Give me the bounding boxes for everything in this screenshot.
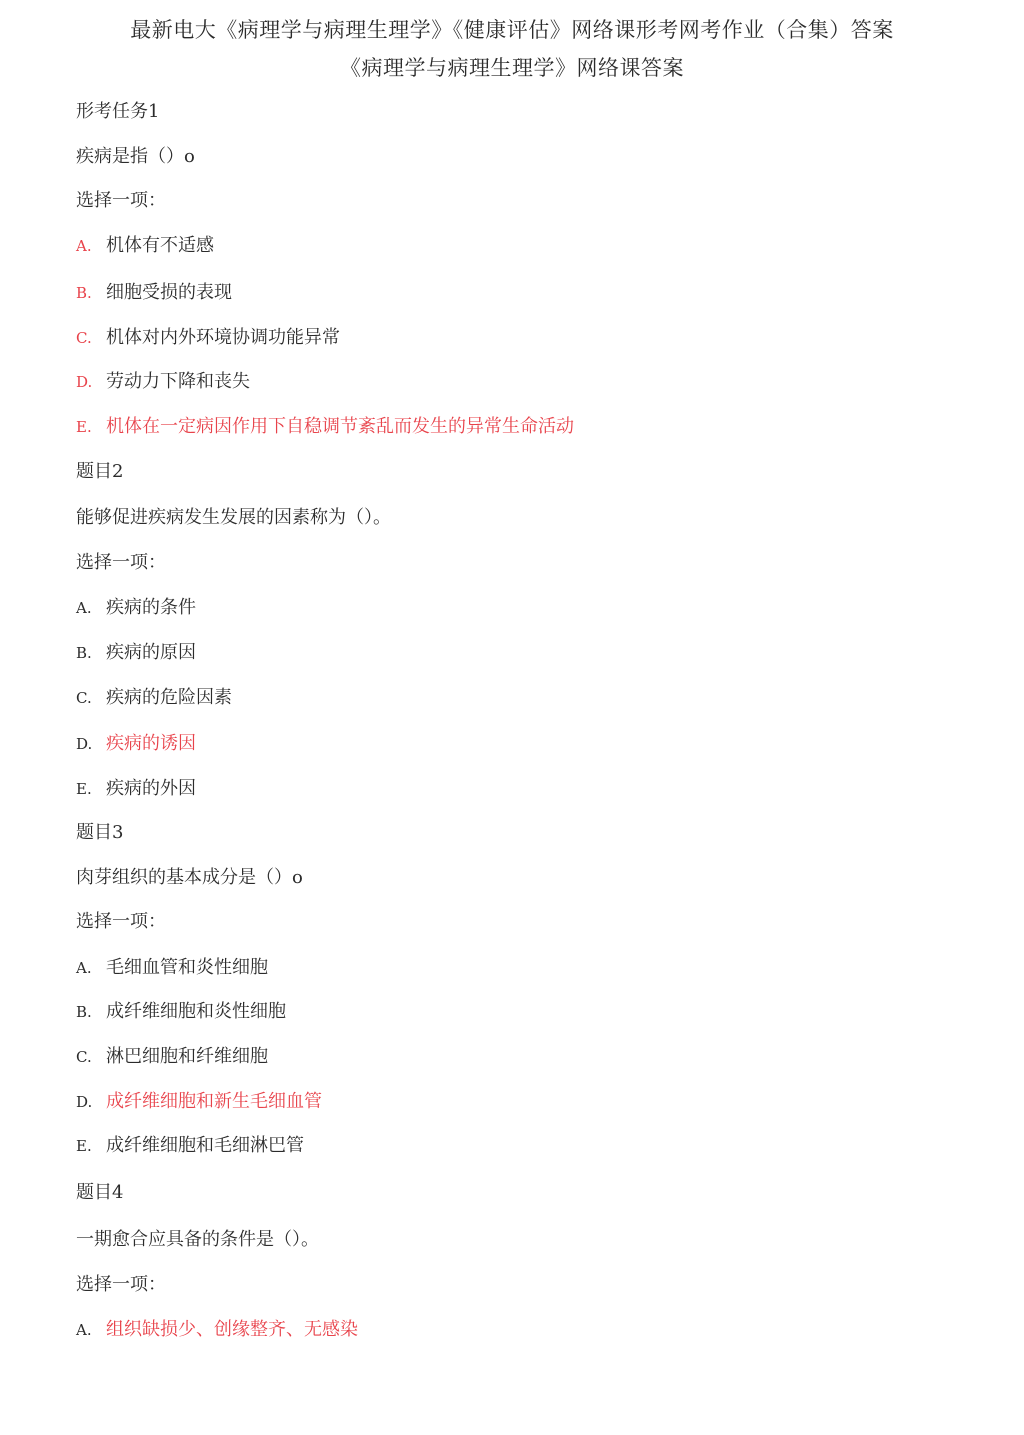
option-letter: A. bbox=[76, 237, 92, 255]
option-text: 疾病的原因 bbox=[106, 642, 196, 663]
option-letter: E. bbox=[76, 418, 92, 436]
option-letter: D. bbox=[76, 735, 93, 753]
option-c bbox=[76, 326, 340, 350]
option-letter: B. bbox=[76, 1003, 92, 1021]
option-text: 疾病的诱因 bbox=[106, 733, 196, 754]
option-letter: B. bbox=[76, 284, 92, 302]
option-letter: D. bbox=[76, 1093, 93, 1111]
option-a bbox=[76, 234, 214, 258]
option-text: 机体有不适感 bbox=[106, 235, 214, 256]
option-d-answer bbox=[76, 1090, 322, 1114]
option-letter: B. bbox=[76, 644, 92, 662]
option-a bbox=[76, 956, 268, 980]
question-prompt: 选择一项： bbox=[76, 911, 166, 932]
option-letter: A. bbox=[76, 959, 92, 977]
question-prompt: 选择一项： bbox=[76, 1274, 166, 1295]
option-a-answer bbox=[76, 1318, 358, 1342]
option-text: 机体对内外环境协调功能异常 bbox=[106, 327, 340, 348]
option-c bbox=[76, 1045, 268, 1069]
option-letter: E. bbox=[76, 780, 92, 798]
question-stem: 疾病是指（）o bbox=[76, 146, 195, 167]
section-heading: 形考任务1 bbox=[76, 101, 160, 122]
option-b bbox=[76, 641, 196, 665]
option-text: 成纤维细胞和炎性细胞 bbox=[106, 1001, 286, 1022]
question-prompt: 选择一项： bbox=[76, 190, 166, 211]
option-text: 毛细血管和炎性细胞 bbox=[106, 957, 268, 978]
option-letter: A. bbox=[76, 599, 92, 617]
option-letter: E. bbox=[76, 1137, 92, 1155]
option-e bbox=[76, 777, 196, 801]
option-letter: C. bbox=[76, 1048, 92, 1066]
option-text: 成纤维细胞和毛细淋巴管 bbox=[106, 1135, 304, 1156]
option-letter: C. bbox=[76, 329, 92, 347]
option-text: 劳动力下降和丧失 bbox=[106, 371, 250, 392]
option-text: 成纤维细胞和新生毛细血管 bbox=[106, 1091, 322, 1112]
option-text: 机体在一定病因作用下自稳调节紊乱而发生的异常生命活动 bbox=[106, 416, 574, 437]
question-heading: 题目2 bbox=[76, 461, 124, 482]
option-text: 疾病的危险因素 bbox=[106, 687, 232, 708]
option-text: 疾病的外因 bbox=[106, 778, 196, 799]
option-d-answer bbox=[76, 732, 196, 756]
option-letter: C. bbox=[76, 689, 92, 707]
option-e-answer bbox=[76, 415, 574, 439]
question-stem: 一期愈合应具备的条件是（）。 bbox=[76, 1229, 319, 1250]
option-letter: A. bbox=[76, 1321, 92, 1339]
option-letter: D. bbox=[76, 373, 93, 391]
option-text: 细胞受损的表现 bbox=[106, 282, 232, 303]
option-text: 疾病的条件 bbox=[106, 597, 196, 618]
question-prompt: 选择一项： bbox=[76, 552, 166, 573]
option-d bbox=[76, 370, 250, 394]
option-c bbox=[76, 686, 232, 710]
option-e bbox=[76, 1134, 304, 1158]
option-a bbox=[76, 596, 196, 620]
document-subtitle: 《病理学与病理生理学》网络课答案 bbox=[340, 56, 684, 80]
question-stem: 能够促进疾病发生发展的因素称为（）。 bbox=[76, 507, 391, 528]
option-text: 淋巴细胞和纤维细胞 bbox=[106, 1046, 268, 1067]
option-text: 组织缺损少、创缘整齐、无感染 bbox=[106, 1319, 358, 1340]
question-stem: 肉芽组织的基本成分是（）o bbox=[76, 867, 303, 888]
question-heading: 题目3 bbox=[76, 822, 124, 843]
question-heading: 题目4 bbox=[76, 1182, 124, 1203]
document-title: 最新电大《病理学与病理生理学》《健康评估》网络课形考网考作业（合集）答案 bbox=[130, 18, 894, 42]
option-b bbox=[76, 281, 232, 305]
option-b bbox=[76, 1000, 286, 1024]
